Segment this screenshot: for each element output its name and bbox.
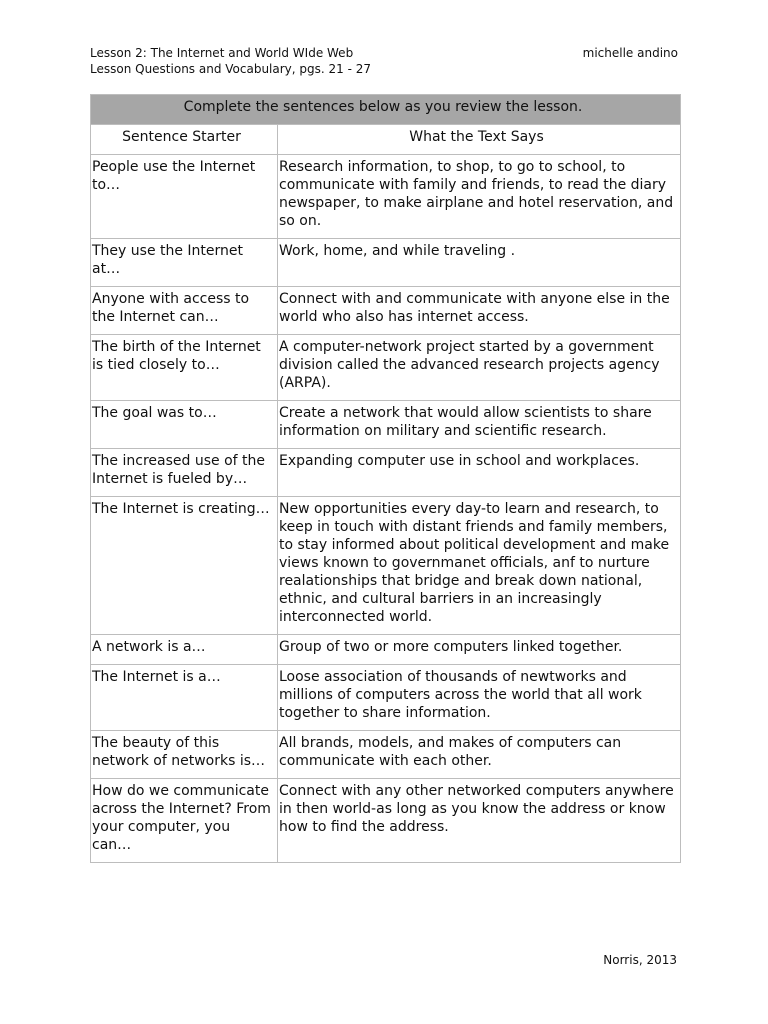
table-row bbox=[91, 449, 681, 497]
table-row bbox=[91, 635, 681, 665]
text-says-cell: Create a network that would allow scientists to share information on military and scientific research. bbox=[278, 401, 681, 449]
table-row bbox=[91, 731, 681, 779]
text-says-cell: New opportunities every day-to learn and research, to keep in touch with distant friends and family members, to stay informed about political development and make views known to governmanet officials, anf to nurture realationships that bridge and break down national, ethnic, and cultural barriers in an increasingly interconnected world. bbox=[278, 497, 681, 635]
table-banner: Complete the sentences below as you review the lesson. bbox=[91, 95, 681, 125]
sentence-starter-cell: A network is a… bbox=[91, 635, 278, 665]
text-says-cell: Research information, to shop, to go to school, to communicate with family and friends, to read the diary newspaper, to make airplane and hotel reservation, and so on. bbox=[278, 155, 681, 239]
lesson-subtitle: Lesson Questions and Vocabulary, pgs. 21 - 27 bbox=[90, 62, 372, 76]
table-row bbox=[91, 779, 681, 863]
sentence-starter-cell: The Internet is creating… bbox=[91, 497, 278, 635]
table-row bbox=[91, 497, 681, 635]
text-says-cell: Expanding computer use in school and workplaces. bbox=[278, 449, 681, 497]
column-header-text-says: What the Text Says bbox=[278, 125, 681, 155]
text-says-cell: All brands, models, and makes of computers can communicate with each other. bbox=[278, 731, 681, 779]
sentence-starter-cell: People use the Internet to… bbox=[91, 155, 278, 239]
sentence-starter-cell: The Internet is a… bbox=[91, 665, 278, 731]
text-says-cell: A computer-network project started by a government division called the advanced research projects agency (ARPA). bbox=[278, 335, 681, 401]
sentence-starter-cell: The birth of the Internet is tied closely to… bbox=[91, 335, 278, 401]
table-row bbox=[91, 401, 681, 449]
table-row bbox=[91, 665, 681, 731]
sentence-starter-cell: They use the Internet at… bbox=[91, 239, 278, 287]
table-banner-row bbox=[91, 95, 681, 125]
lesson-title: Lesson 2: The Internet and World WIde Web bbox=[90, 46, 354, 60]
page-header bbox=[90, 45, 678, 77]
column-header-sentence-starter: Sentence Starter bbox=[91, 125, 278, 155]
text-says-cell: Connect with any other networked computers anywhere in then world-as long as you know the address or know how to find the address. bbox=[278, 779, 681, 863]
sentence-starter-cell: The increased use of the Internet is fueled by… bbox=[91, 449, 278, 497]
table-row bbox=[91, 335, 681, 401]
table-row bbox=[91, 239, 681, 287]
sentence-starter-cell: How do we communicate across the Internet? From your computer, you can… bbox=[91, 779, 278, 863]
text-says-cell: Connect with and communicate with anyone else in the world who also has internet access. bbox=[278, 287, 681, 335]
text-says-cell: Loose association of thousands of newtworks and millions of computers across the world that all work together to share information. bbox=[278, 665, 681, 731]
sentence-starter-cell: The beauty of this network of networks is… bbox=[91, 731, 278, 779]
footer-credit: Norris, 2013 bbox=[603, 953, 677, 967]
text-says-cell: Group of two or more computers linked together. bbox=[278, 635, 681, 665]
sentence-starter-cell: The goal was to… bbox=[91, 401, 278, 449]
author-name: michelle andino bbox=[582, 46, 678, 60]
sentence-starter-cell: Anyone with access to the Internet can… bbox=[91, 287, 278, 335]
table-row bbox=[91, 287, 681, 335]
worksheet-table bbox=[90, 94, 681, 863]
text-says-cell: Work, home, and while traveling . bbox=[278, 239, 681, 287]
table-header-row bbox=[91, 125, 681, 155]
table-row bbox=[91, 155, 681, 239]
